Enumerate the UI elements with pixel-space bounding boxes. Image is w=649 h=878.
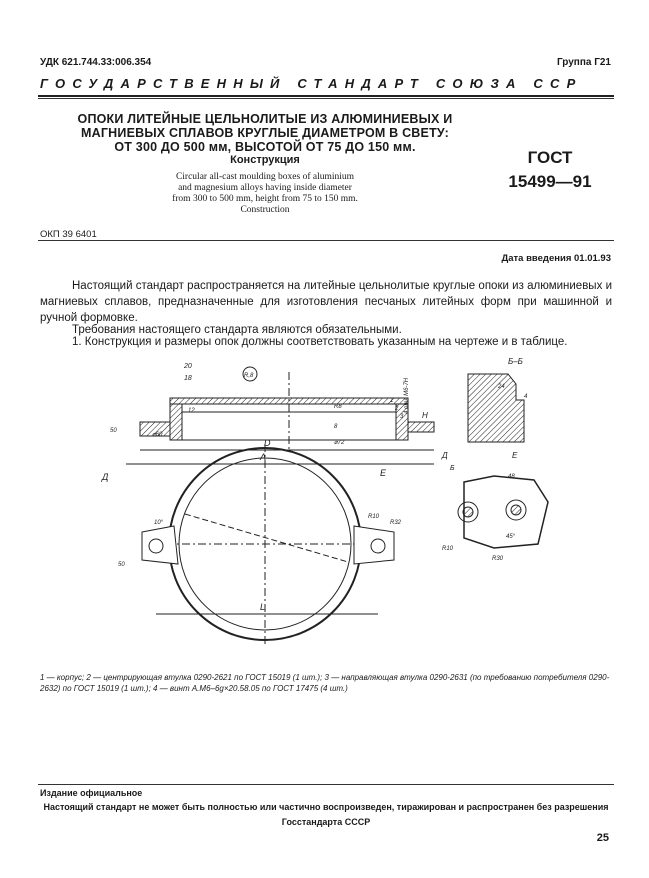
section-b-b-label: Б–Б xyxy=(508,357,523,366)
part-3-label: 3 xyxy=(400,414,404,420)
section-left-wall xyxy=(170,404,182,440)
dim-r10-detail-label: R10 xyxy=(442,546,454,552)
gost-label: ГОСТ xyxy=(527,148,573,167)
dim-r30-label: R30 xyxy=(492,556,504,562)
paragraph-scope: Настоящий стандарт распространяется на литейные цельнолитые круглые опоки из алюминиевых и магниевых сплавов, предназначенные для изготовления песчаных литейных форм при машинной и ручной формовке. xyxy=(40,280,612,324)
part-2-label: 2 xyxy=(395,406,399,412)
title-ru-line-1: ОПОКИ ЛИТЕЙНЫЕ ЦЕЛЬНОЛИТЫЕ ИЗ АЛЮМИНИЕВЫХ И xyxy=(77,112,453,126)
title-ru-line-2: МАГНИЕВЫХ СПЛАВОВ КРУГЛЫЕ ДИАМЕТРОМ В СВЕТУ: xyxy=(81,126,449,140)
title-en-line-3: from 300 to 500 mm, height from 75 to 150 mm. xyxy=(172,194,358,204)
detail-bushing-left xyxy=(463,507,473,517)
title-en-line-4: Construction xyxy=(240,205,290,215)
parts-legend: 1 — корпус; 2 — центрирующая втулка 0290-2621 по ГОСТ 15019 (1 шт.); 3 — направляющая втулка 0290-2631 (по требованию потребителя 0290-2632) по ГОСТ 15019 (1 шт.); 4 — винт А.М6–6g×20.58.05 по ГОСТ 17475 (4 шт.) xyxy=(40,673,610,693)
diagonal-line xyxy=(185,514,348,562)
title-english xyxy=(40,172,490,216)
section-view xyxy=(101,363,434,482)
copyright-notice: Настоящий стандарт не может быть полностью или частично воспроизведен, тиражирован и распространен без разрешения Госстандарта СССР xyxy=(43,802,609,827)
dim-d-label: D xyxy=(264,438,271,448)
paragraph-mandatory: Требования настоящего стандарта являются обязательными. xyxy=(72,324,402,336)
dim-45-label: 45° xyxy=(506,534,516,540)
detail-view-d-label: Д xyxy=(442,451,448,460)
dim-50-plan-label: 50 xyxy=(118,562,125,568)
dim-r8-label: R8 xyxy=(334,404,342,410)
page-number: 25 xyxy=(596,832,609,844)
section-right-lug xyxy=(408,422,434,432)
dim-r32-label: R32 xyxy=(390,520,402,526)
dim-h-label: H xyxy=(422,411,428,420)
dim-phi72-label: ⌀72 xyxy=(334,440,345,446)
title-ru-line-3: ОТ 300 ДО 500 мм, ВЫСОТОЙ ОТ 75 ДО 150 мм. xyxy=(114,140,416,154)
callout-label: R,8 xyxy=(244,373,254,379)
okp-code: ОКП 39 6401 xyxy=(40,229,97,240)
dim-50-label: 50 xyxy=(110,428,117,434)
title-russian xyxy=(40,112,490,154)
dim-20-label: 20 xyxy=(184,363,192,370)
okp-rule xyxy=(38,240,614,241)
dim-48-label: 48 xyxy=(508,474,515,480)
detail-view xyxy=(441,451,548,562)
footer-rule xyxy=(38,784,614,785)
detail-bushing-right xyxy=(511,505,521,515)
part-4-label: 4 xyxy=(524,394,528,400)
udk-code: УДК 621.744.33:006.354 xyxy=(40,57,152,68)
dim-12-label: 12 xyxy=(188,408,195,414)
dim-10deg-label: 10° xyxy=(154,520,164,526)
group-code: Группа Г21 xyxy=(556,57,611,68)
dim-8-label: 8 xyxy=(334,424,338,430)
header-rule xyxy=(38,95,614,97)
effective-date: Дата введения 01.01.93 xyxy=(501,253,611,264)
view-d-marker: Д xyxy=(102,472,109,482)
view-e-marker: Е xyxy=(380,468,387,478)
right-lug-plan xyxy=(354,526,394,564)
dim-phi60-label: ⌀60 xyxy=(152,432,163,438)
part-1-label: 1 xyxy=(390,398,394,404)
dim-l-label: L xyxy=(260,602,266,612)
dim-18-label: 18 xyxy=(184,375,192,382)
subtitle-russian: Конструкция xyxy=(230,154,300,166)
state-standard-banner: ГОСУДАРСТВЕННЫЙ СТАНДАРТ СОЮЗА ССР xyxy=(40,76,583,91)
section-b-profile xyxy=(468,374,524,442)
dim-24-label: 24 xyxy=(498,384,505,390)
title-en-line-2: and magnesium alloys having inside diameter xyxy=(178,183,352,193)
detail-view-e-label: Е xyxy=(512,451,518,460)
left-lug-plan xyxy=(142,526,178,564)
detail-b-label: Б xyxy=(450,465,455,472)
paragraph-construction: 1. Конструкция и размеры опок должны соответствовать указанным на чертеже и в таблице. xyxy=(72,336,568,348)
dim-r10-plan-label: R10 xyxy=(368,514,380,520)
technical-drawing xyxy=(38,352,614,668)
official-edition-label: Издание официальное xyxy=(40,788,143,798)
dim-a-label: А xyxy=(260,452,267,462)
plan-view xyxy=(118,444,402,644)
dim-thread-label: 4 отв М6-7Н xyxy=(404,377,410,414)
header-rule-thin xyxy=(38,98,614,99)
title-en-line-1: Circular all-cast moulding boxes of aluminium xyxy=(175,172,355,182)
gost-number: 15499—91 xyxy=(508,172,592,191)
